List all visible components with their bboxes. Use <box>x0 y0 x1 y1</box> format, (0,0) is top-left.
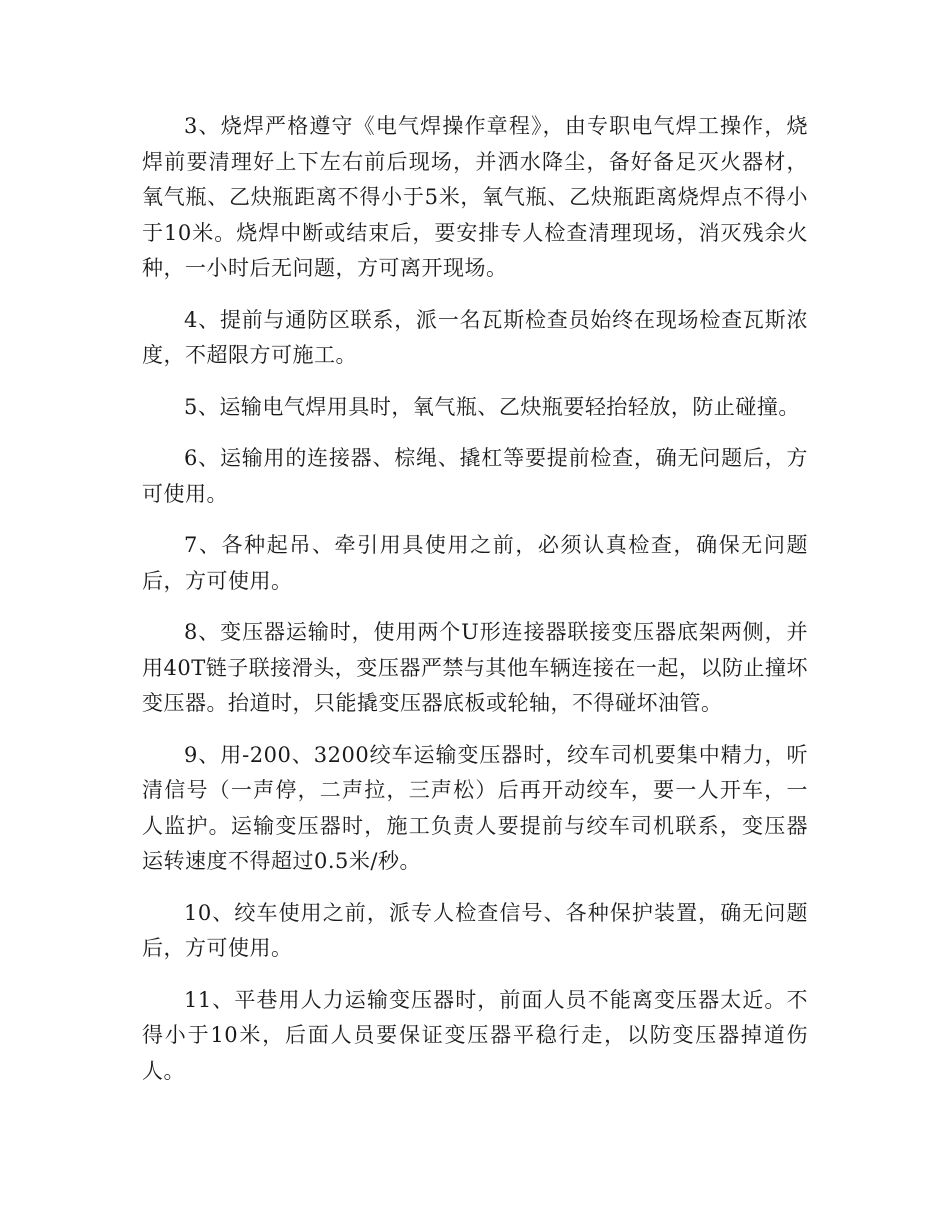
paragraph-item-8: 8、变压器运输时，使用两个U形连接器联接变压器底架两侧，并用40T链子联接滑头，变压器严禁与其他车辆连接在一起，以防止撞坏变压器。抬道时，只能撬变压器底板或轮轴，不得碰坏油管。 <box>142 620 808 715</box>
paragraph-item-4: 4、提前与通防区联系，派一名瓦斯检查员始终在现场检查瓦斯浓度，不超限方可施工。 <box>142 307 808 367</box>
paragraph-item-3: 3、烧焊严格遵守《电气焊操作章程》，由专职电气焊工操作，烧焊前要清理好上下左右前后现场，并洒水降尘，备好备足灭火器材，氧气瓶、乙炔瓶距离不得小于5米，氧气瓶、乙炔瓶距离烧焊点不得小于10米。烧焊中断或结束后，要安排专人检查清理现场，消灭残余火种，一小时后无问题，方可离开现场。 <box>142 114 808 280</box>
document-body <box>142 109 808 1105</box>
paragraph-item-10: 10、绞车使用之前，派专人检查信号、各种保护装置，确无问题后，方可使用。 <box>142 900 808 960</box>
paragraph-item-5: 5、运输电气焊用具时，氧气瓶、乙炔瓶要轻抬轻放，防止碰撞。 <box>184 394 800 419</box>
paragraph-item-7: 7、各种起吊、牵引用具使用之前，必须认真检查，确保无问题后，方可使用。 <box>142 533 808 593</box>
paragraph-item-9: 9、用-200、3200绞车运输变压器时，绞车司机要集中精力，听清信号（一声停，二声拉，三声松）后再开动绞车，要一人开车，一人监护。运输变压器时，施工负责人要提前与绞车司机联系，变压器运转速度不得超过0.5米/秒。 <box>142 742 808 873</box>
paragraph-item-11: 11、平巷用人力运输变压器时，前面人员不能离变压器太近。不得小于10米，后面人员要保证变压器平稳行走，以防变压器掉道伤人。 <box>142 987 808 1083</box>
paragraph-item-6: 6、运输用的连接器、棕绳、撬杠等要提前检查，确无问题后，方可使用。 <box>142 446 808 506</box>
